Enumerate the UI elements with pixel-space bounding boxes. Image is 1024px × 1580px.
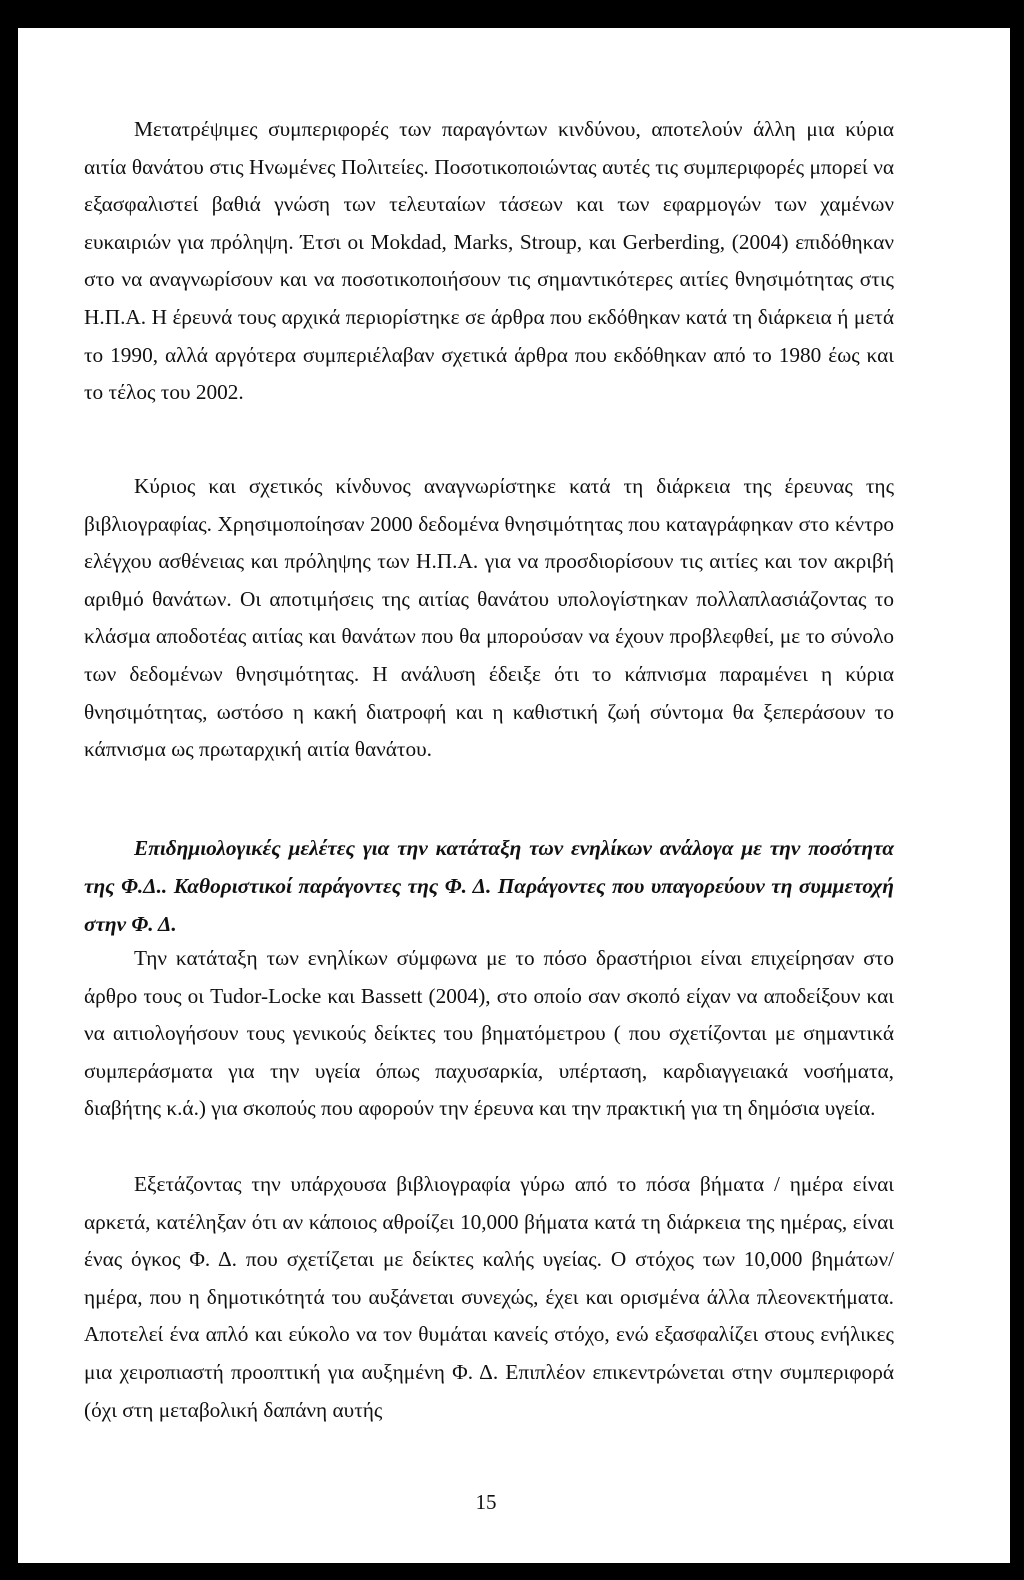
- paragraph-text: Κύριος και σχετικός κίνδυνος αναγνωρίστηκε κατά τη διάρκεια της έρευνας της βιβλιογραφίας. Χρησιμοποίησαν 2000 δεδομένα θνησιμότητας που καταγράφηκαν στο κέντρο ελέγχου ασθένειας και πρόληψης των Η.Π.Α. για να προσδιορίσουν τις αιτίες και τον ακριβή αριθμό θανάτων. Οι αποτιμήσεις της αιτίας θανάτου υπολογίστηκαν πολλαπλασιάζοντας το κλάσμα αποδοτέας αιτίας και θανάτων που θα μπορούσαν να έχουν προβλεφθεί, με το σύνολο των δεδομένων θνησιμότητας. Η ανάλυση έδειξε ότι το κάπνισμα παραμένει η κύρια θνησιμότητας, ωστόσο η κακή διατροφή και η καθιστική ζωή σύντομα θα ξεπεράσουν το κάπνισμα ως πρωταρχική αιτία θανάτου.: [84, 474, 894, 762]
- document-page: [18, 28, 1010, 1563]
- paragraph-text: Την κατάταξη των ενηλίκων σύμφωνα με το πόσο δραστήριοι είναι επιχείρησαν στο άρθρο τους οι Tudor-Locke και Bassett (2004), στο οποίο σαν σκοπό είχαν να αποδείξουν και να αιτιολογήσουν τους γενικούς δείκτες του βηματόμετρου ( που σχετίζονται με σημαντικά συμπεράσματα για την υγεία όπως παχυσαρκία, υπέρταση, καρδιαγγειακά νοσήματα, διαβήτης κ.ά.) για σκοπούς που αφορούν την έρευνα και την πρακτική για τη δημόσια υγεία.: [84, 946, 894, 1121]
- heading-text: Επιδημιολογικές μελέτες για την κατάταξη των ενηλίκων ανάλογα με την ποσότητα της Φ.Δ.. Καθοριστικοί παράγοντες της Φ. Δ. Παράγοντες που υπαγορεύουν τη συμμετοχή στην Φ. Δ.: [84, 836, 894, 936]
- paragraph-steps-per-day: [84, 1166, 894, 1429]
- paragraph-text: Εξετάζοντας την υπάρχουσα βιβλιογραφία γύρω από το πόσα βήματα / ημέρα είναι αρκετά, κατέληξαν ότι αν κάποιος αθροίζει 10,000 βήματα κατά τη διάρκεια της ημέρας, είναι ένας όγκος Φ. Δ. που σχετίζεται με δείκτες καλής υγείας. Ο στόχος των 10,000 βημάτων/ημέρα, που η δημοτικότητά του αυξάνεται συνεχώς, έχει και ορισμένα άλλα πλεονεκτήματα. Αποτελεί ένα απλό και εύκολο να τον θυμάται κανείς στόχο, ενώ εξασφαλίζει στους ενήλικες μια χειροπιαστή προοπτική για αυξημένη Φ. Δ. Επιπλέον επικεντρώνεται στην συμπεριφορά (όχι στη μεταβολική δαπάνη αυτής: [84, 1172, 894, 1422]
- paragraph-mortality-data: [84, 468, 894, 769]
- paragraph-risk-behaviors: [84, 111, 894, 412]
- section-heading: [84, 829, 894, 943]
- page-number: 15: [475, 1490, 497, 1514]
- paragraph-tudor-locke: [84, 940, 894, 1128]
- paragraph-text: Μετατρέψιμες συμπεριφορές των παραγόντων κινδύνου, αποτελούν άλλη μια κύρια αιτία θανάτου στις Ηνωμένες Πολιτείες. Ποσοτικοποιώντας αυτές τις συμπεριφορές μπορεί να εξασφαλιστεί βαθιά γνώση των τελευταίων τάσεων και των εφαρμογών των χαμένων ευκαιριών για πρόληψη. Έτσι οι Mokdad, Marks, Stroup, και Gerberding, (2004) επιδόθηκαν στο να αναγνωρίσουν και να ποσοτικοποιήσουν τις σημαντικότερες αιτίες θνησιμότητας στις Η.Π.Α. Η έρευνά τους αρχικά περιορίστηκε σε άρθρα που εκδόθηκαν κατά τη διάρκεια ή μετά το 1990, αλλά αργότερα συμπεριέλαβαν σχετικά άρθρα που εκδόθηκαν από το 1980 έως και το τέλος του 2002.: [84, 117, 894, 405]
